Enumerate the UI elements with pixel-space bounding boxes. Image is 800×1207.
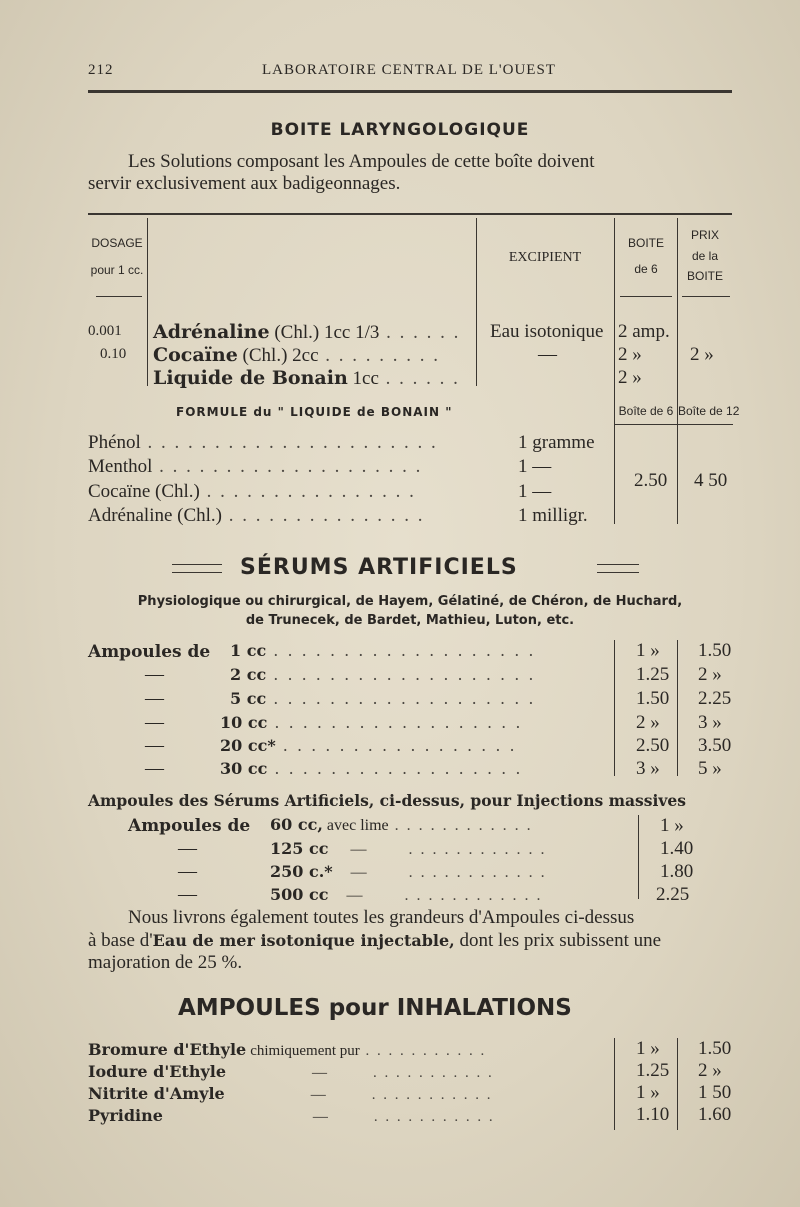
massive-size: 500 cc [270, 885, 329, 904]
formule-item: Adrénaline (Chl.) [88, 505, 223, 526]
note-line1: Nous livrons également toutes les grandeurs d'Ampoules ci-dessus [128, 907, 635, 928]
formule-item: Phénol [88, 432, 141, 453]
title-deco-line [597, 572, 639, 573]
note-line2-a: à base d' [88, 930, 153, 951]
header-underline [620, 296, 672, 297]
formule-item: Cocaïne (Chl.) [88, 481, 200, 502]
excipient-value: — [538, 344, 557, 365]
excipient-value: Eau isotonique [490, 321, 604, 342]
ampoule-size: 30 cc [220, 759, 268, 778]
header-underline [96, 296, 142, 297]
formule-qty: 1 milligr. [518, 505, 588, 526]
massive-note: — [350, 864, 367, 881]
inhal-price-1: 1.25 [636, 1060, 670, 1081]
price-vline [614, 1038, 615, 1130]
inhal-price-1: 1 » [636, 1082, 660, 1103]
inhal-name: Nitrite d'Amyle [88, 1084, 225, 1103]
massive-size: 60 cc, [270, 815, 323, 834]
serums-lead: Ampoules de [88, 642, 211, 662]
title-deco-line [597, 564, 639, 565]
header-rule [88, 90, 732, 93]
massive-note: — [346, 887, 363, 904]
ampoule-price-1: 1.25 [636, 664, 670, 685]
box-qty: 2 » [618, 367, 642, 388]
book-page: 212 LABORATOIRE CENTRAL DE L'OUEST BOITE LARYNGOLOGIQUE Les Solutions composant les Ampoules de cette boîte doivent servir exclusivement aux badigeonnages. DOSAGE pour 1 cc. EXCIPIENT BOITE de 6 PRIX de la BOITE 0.001 Adrénaline (Chl.) 1cc 1/3 . . . . . . Eau isotonique 2 amp. 0.10 Cocaïne (Chl.) 2cc . . . . . . . . . — 2 » 2 » Liquide de Bonain 1cc . . . . . . 2 » FORMULE du " LIQUIDE de BONAIN " Boîte de 6 Boîte de 12 Phénol . . . . . . . . . . . . . . . . . . . . . . 1 gramme Menthol . . . . . . . . . . . . . . . . . . . . 1 — Cocaïne (Chl.) . . . . . . . . . . . . . . . . 1 — Adrénaline (Chl.) . . . . . . . . . . . . . . . 1 milligr. 2.50 4 50 SÉRUMS ARTIFICIELS Physiologique ou chirurgical, de Hayem, Gélatiné, de Chéron, de Huchard, de Trunecek, de Bardet, Mathieu, Luton, etc. Ampoules de 1 cc . . . . . . . . . . . . . . . . . . . 1 » 1.50 — 2 cc . . . . . . . . . . . . . . . . . . . 1.25 2 » — 5 cc . . . . . . . . . . . . . . . . . . . 1.50 2.25 — 10 cc . . . . . . . . . . . . . . . . . . 2 » 3 » — 20 cc* . . . . . . . . . . . . . . . . . 2.50 3.50 — 30 cc . . . . . . . . . . . . . . . . . . 3 » 5 » Ampoules des Sérums Artificiels, ci-dessus, pour Injections massives Ampoules de 60 cc, avec lime . . . . . . . . . . . . 1 » — 125 cc — . . . . . . . . . . . . 1.40 — 250 c.* — . . . . . . . . . . . . 1.80 — 500 cc — . . . . . . . . . . . . 2.25 Nous livrons également toutes les grandeurs d'Ampoules ci-dessus à base d'Eau de mer isotonique injectable, dont les prix subissent une majoration de 25 %. AMPOULES pour INHALATIONS Bromure d'Ethyle chimiquement pur . . . . . . . . . . . 1 » 1.50 Iodure d'Ethyle — . . . . . . . . . . . 1.25 2 » Nitrite d'Amyle — . . . . . . . . . . . 1 » 1 50 Pyridine — . . . . . . . . . . . 1.10 1.60 [0, 0, 800, 1207]
title-deco-line [172, 564, 222, 565]
col-boite-sub: de 6 [634, 262, 658, 276]
formule-price-6: 2.50 [634, 470, 668, 491]
col-excipient-label: EXCIPIENT [508, 250, 582, 265]
inhal-title: AMPOULES pour INHALATIONS [178, 995, 572, 1021]
formule-price-12: 4 50 [694, 470, 728, 491]
ampoule-price-2: 1.50 [698, 640, 732, 661]
formule-title: FORMULE du " LIQUIDE de BONAIN " [176, 405, 453, 419]
ampoule-price-2: 3.50 [698, 735, 732, 756]
product-name: Cocaïne [153, 344, 238, 366]
ditto-dash: — [178, 884, 197, 905]
boite-title: BOITE LARYNGOLOGIQUE [270, 120, 530, 140]
massive-title: Ampoules des Sérums Artificiels, ci-dessus, pour Injections massives [88, 791, 686, 810]
ampoule-price-2: 5 » [698, 758, 722, 779]
inhal-price-2: 1.50 [698, 1038, 732, 1059]
ditto-dash: — [178, 838, 197, 859]
massive-price: 1 » [660, 815, 684, 836]
table-vline [476, 218, 477, 386]
table-top-rule [88, 213, 732, 215]
ampoule-price-1: 1.50 [636, 688, 670, 709]
ditto-dash: — [145, 664, 164, 685]
ampoule-price-2: 2 » [698, 664, 722, 685]
massive-price: 1.40 [660, 838, 694, 859]
product-name: Liquide de Bonain [153, 367, 348, 389]
header-underline [682, 296, 730, 297]
product-detail: 1cc [352, 368, 379, 389]
ditto-dash: — [145, 735, 164, 756]
boite6-label: Boîte de 6 [618, 404, 674, 418]
inhal-price-2: 1.60 [698, 1104, 732, 1125]
formule-qty: 1 — [518, 481, 552, 502]
formule-item: Menthol [88, 456, 153, 477]
inhal-note: — [312, 1109, 328, 1125]
note-line3: majoration de 25 %. [88, 952, 243, 973]
inhal-note: — [312, 1065, 328, 1081]
col-prix-sub2: BOITE [686, 269, 723, 283]
note-line2-c: dont les prix subissent une [454, 930, 662, 951]
formule-qty: 1 gramme [518, 432, 595, 453]
ampoule-size: 1 cc [230, 641, 267, 660]
massive-size: 250 c.* [270, 862, 333, 881]
massive-note: — [350, 841, 367, 858]
massive-lead: Ampoules de [128, 816, 251, 836]
box-qty: 2 » [618, 344, 642, 365]
product-detail: (Chl.) 2cc [242, 345, 319, 366]
page-number: 212 [88, 62, 114, 78]
massive-price: 1.80 [660, 861, 694, 882]
ditto-dash: — [145, 688, 164, 709]
col-dosage-label: DOSAGE [91, 236, 143, 250]
ditto-dash: — [178, 861, 197, 882]
col-dosage-unit: pour 1 cc. [90, 263, 144, 277]
price-vline [638, 815, 639, 899]
price-vline [614, 640, 615, 776]
ampoule-size: 20 cc* [220, 736, 276, 755]
serums-subtitle-2: de Trunecek, de Bardet, Mathieu, Luton, etc. [245, 613, 575, 628]
ampoule-price-2: 3 » [698, 712, 722, 733]
table-vline [677, 218, 678, 524]
product-detail: (Chl.) 1cc 1/3 [274, 322, 380, 343]
ampoule-price-1: 2 » [636, 712, 660, 733]
massive-size: 125 cc [270, 839, 329, 858]
ampoule-size: 2 cc [230, 665, 267, 684]
running-title: LABORATOIRE CENTRAL DE L'OUEST [262, 62, 556, 78]
product-name: Adrénaline [153, 321, 270, 343]
price-vline [677, 640, 678, 776]
ditto-dash: — [145, 758, 164, 779]
col-prix-sub: de la [691, 249, 719, 263]
inhal-price-1: 1 » [636, 1038, 660, 1059]
ampoule-size: 5 cc [230, 689, 267, 708]
boite12-label: Boîte de 12 [678, 404, 740, 418]
inhal-name: Iodure d'Ethyle [88, 1062, 227, 1081]
ampoule-price-1: 2.50 [636, 735, 670, 756]
note-line2-bold: Eau de mer isotonique injectable, [152, 931, 455, 950]
inhal-note: chimiquement pur [250, 1043, 360, 1059]
price-vline [677, 1038, 678, 1130]
serums-title: SÉRUMS ARTIFICIELS [240, 555, 518, 580]
inhal-price-1: 1.10 [636, 1104, 670, 1125]
title-deco-line [172, 572, 222, 573]
inhal-price-2: 1 50 [698, 1082, 732, 1103]
boite-intro-line2: servir exclusivement aux badigeonnages. [88, 173, 401, 194]
ampoule-price-2: 2.25 [698, 688, 732, 709]
serums-subtitle-1: Physiologique ou chirurgical, de Hayem, Gélatiné, de Chéron, de Huchard, [137, 594, 683, 609]
boite-intro-line1: Les Solutions composant les Ampoules de cette boîte doivent [128, 151, 595, 172]
massive-price: 2.25 [656, 884, 690, 905]
inhal-note: — [310, 1087, 326, 1103]
box-qty: 2 amp. [618, 321, 670, 342]
box-price: 2 » [690, 344, 714, 365]
col-boite-label: BOITE [627, 236, 664, 250]
table-vline [147, 218, 148, 386]
ditto-dash: — [145, 712, 164, 733]
col-prix-label: PRIX [690, 228, 719, 242]
formule-header-rule [615, 424, 733, 425]
ampoule-price-1: 3 » [636, 758, 660, 779]
ampoule-size: 10 cc [220, 713, 268, 732]
ampoule-price-1: 1 » [636, 640, 660, 661]
inhal-price-2: 2 » [698, 1060, 722, 1081]
dose-value: 0.10 [100, 346, 127, 362]
formule-qty: 1 — [518, 456, 552, 477]
inhal-name: Bromure d'Ethyle [88, 1040, 247, 1059]
dose-value: 0.001 [88, 323, 122, 339]
massive-note: avec lime [326, 817, 389, 834]
inhal-name: Pyridine [88, 1106, 163, 1125]
